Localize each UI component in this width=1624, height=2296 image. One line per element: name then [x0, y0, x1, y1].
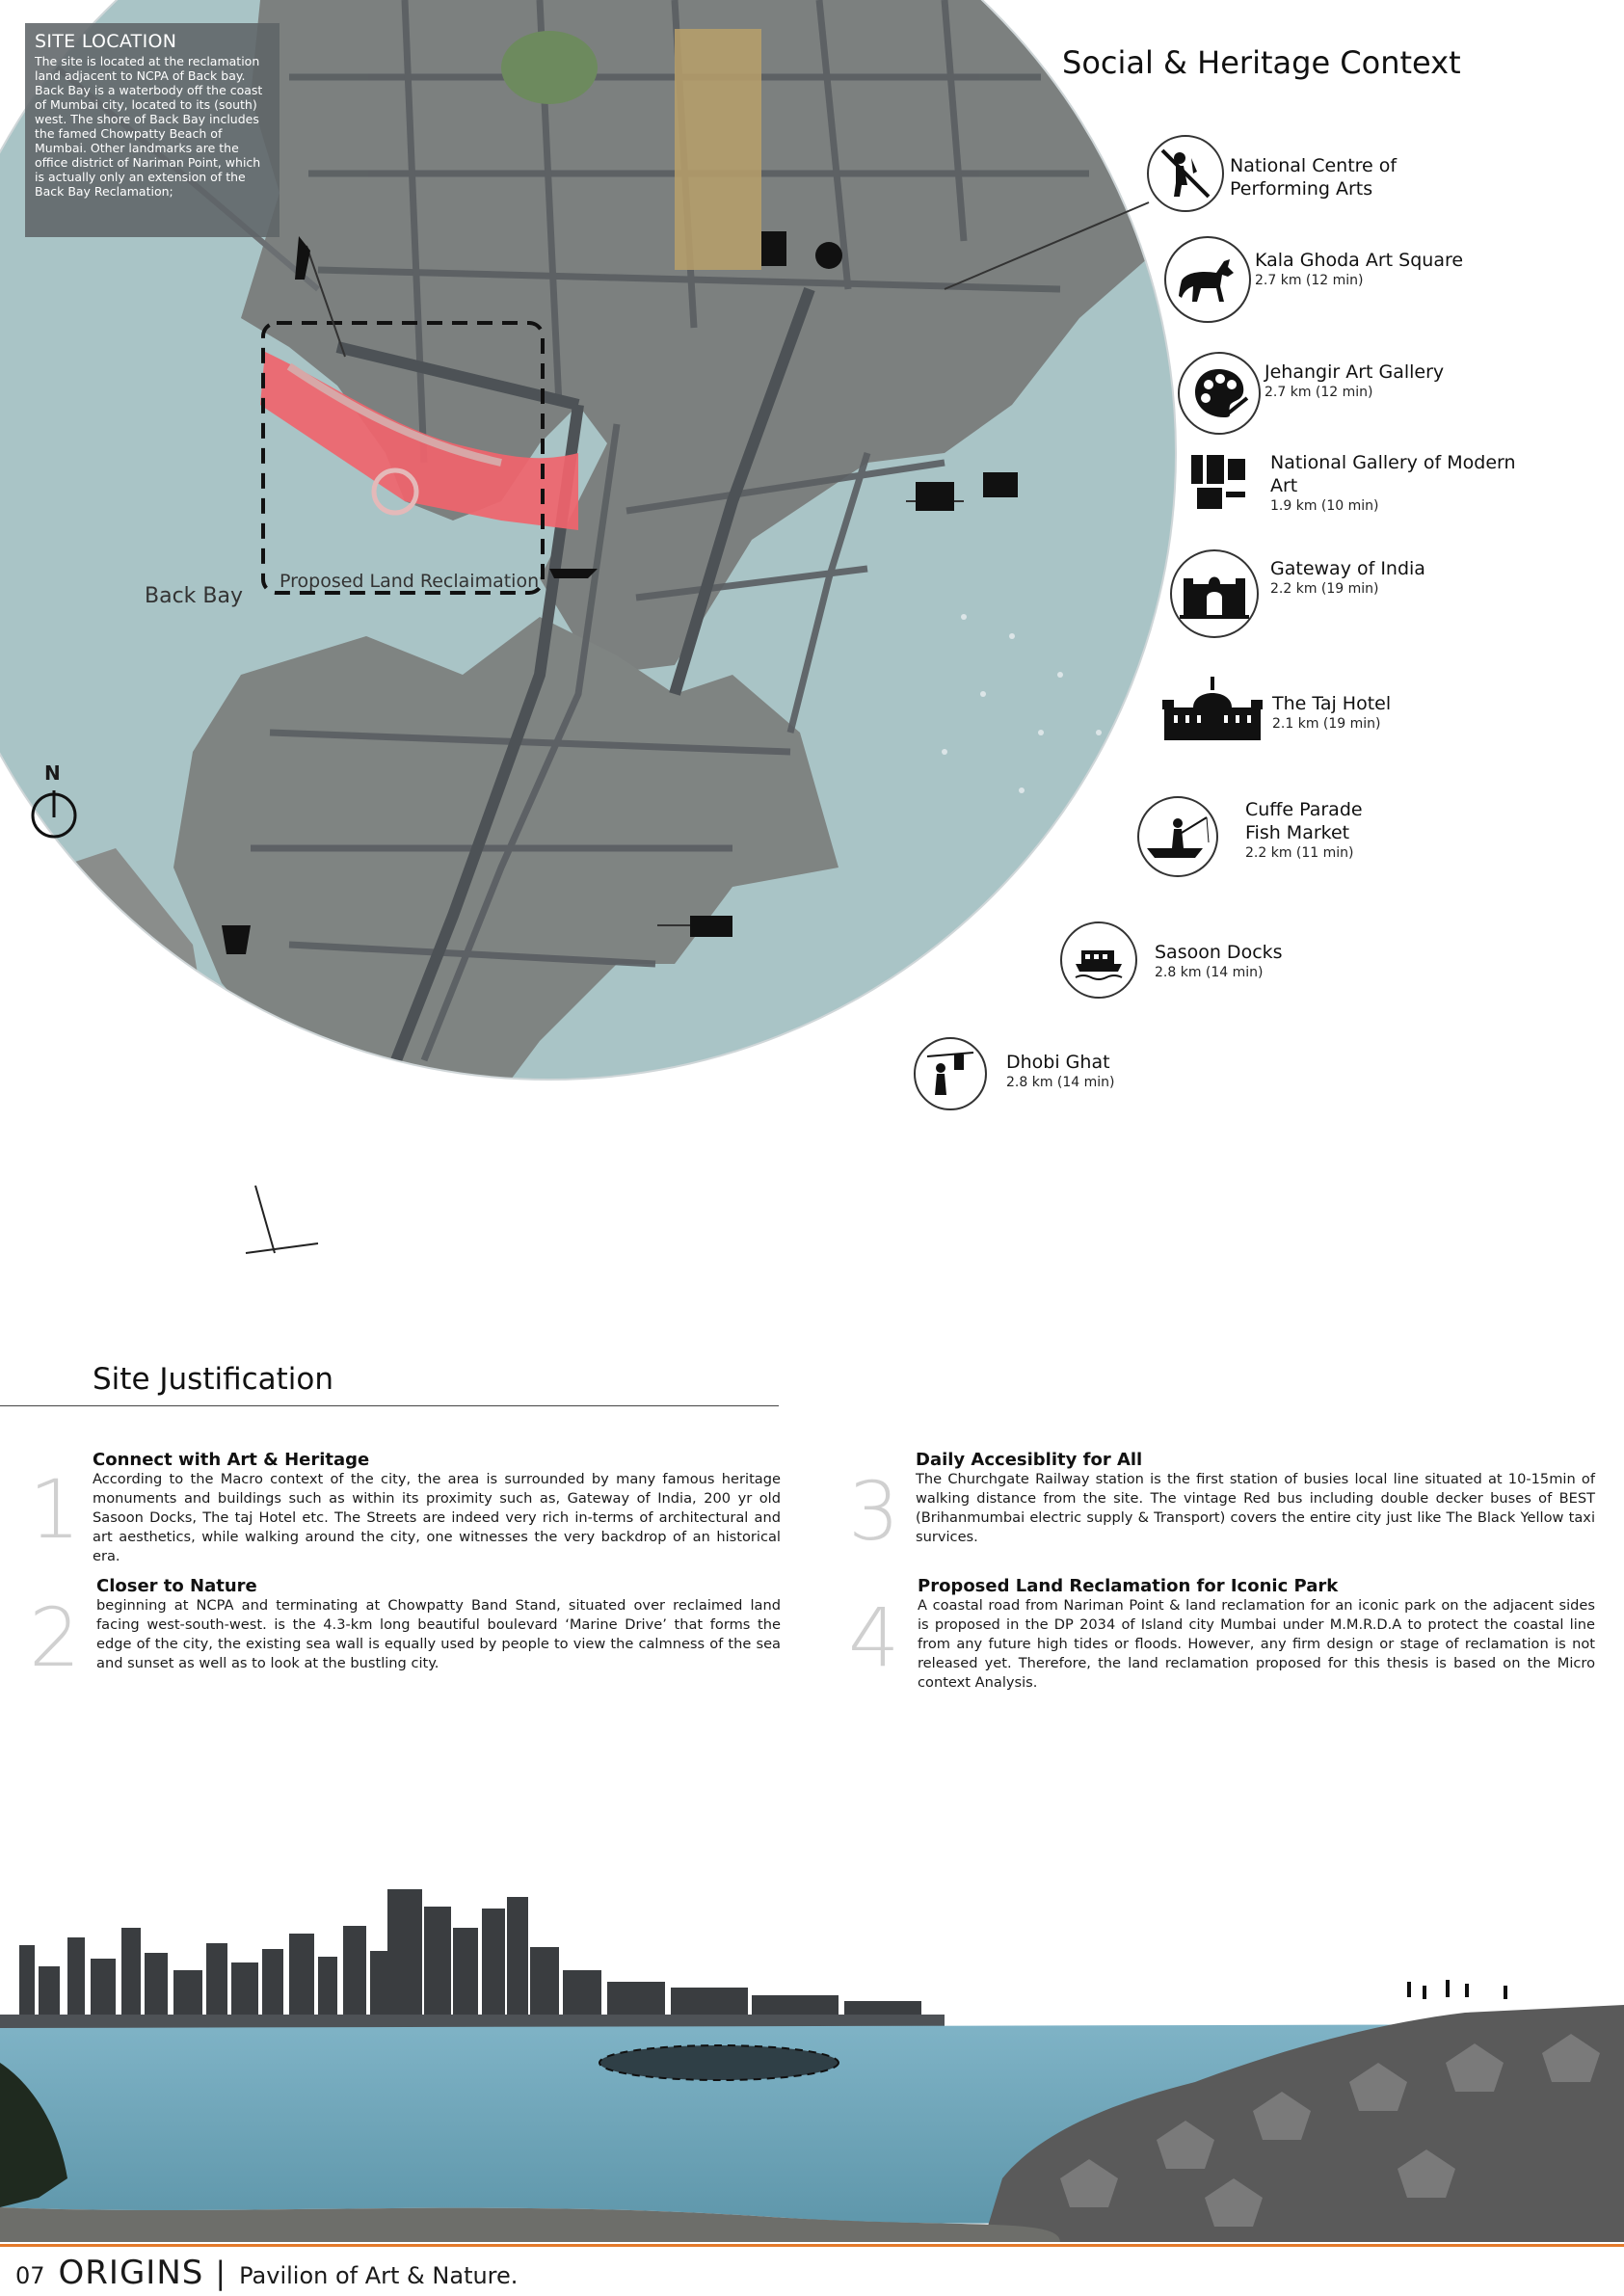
justification-item-2	[29, 1576, 781, 1685]
context-item-distance: 2.1 km (19 min)	[1272, 716, 1381, 732]
ngma-logo-icon	[1187, 449, 1249, 513]
justification-text: beginning at NCPA and terminating at Chowpatty Band Stand, situated over reclaimed land facing west-south-west. is the 4.3-km long beautiful boulevard ‘Marine Drive’ that forms the edge of the city, the existing sea wall is equally used by people to view the calmness of the sea and sunset as well as to look at the bustling city.	[96, 1597, 781, 1671]
justification-number: 3	[848, 1464, 900, 1559]
marine-drive-panorama	[0, 1889, 1624, 2242]
north-label: N	[44, 761, 61, 785]
justification-item-4	[848, 1576, 1595, 1693]
context-item-name: Jehangir Art Gallery	[1265, 361, 1445, 383]
shoreline	[0, 2015, 945, 2028]
site-justification-title: Site Justification	[93, 1362, 334, 1397]
title-divider	[0, 1405, 779, 1406]
north-arrow	[25, 761, 83, 848]
context-item-sasoon	[1155, 941, 1405, 981]
fishing-boat-icon	[1137, 796, 1218, 877]
performing-arts-icon	[1147, 135, 1224, 212]
ferry-icon	[1060, 921, 1137, 999]
justification-item-3	[848, 1450, 1595, 1559]
context-item-gateway	[1270, 557, 1521, 598]
justification-heading: Closer to Nature	[96, 1576, 257, 1596]
context-item-dhobi-ghat	[1006, 1051, 1257, 1091]
page-number: 07	[15, 2262, 45, 2289]
oval-maidan	[675, 29, 761, 270]
context-item-name: Gateway of India	[1270, 558, 1425, 579]
context-item-distance: 2.2 km (19 min)	[1270, 581, 1379, 597]
context-item-distance: 2.8 km (14 min)	[1155, 965, 1264, 980]
context-item-distance: 1.9 km (10 min)	[1270, 498, 1379, 514]
proposed-pavilion-outline	[599, 2045, 839, 2080]
laundry-icon	[914, 1037, 987, 1110]
site-location-box	[25, 23, 280, 237]
context-item-jehangir	[1265, 360, 1515, 401]
justification-number: 1	[29, 1462, 81, 1557]
taj-hotel-icon	[1160, 675, 1265, 744]
justification-heading: Daily Accesiblity for All	[916, 1450, 1143, 1470]
context-item-kala-ghoda	[1255, 249, 1505, 289]
context-item-ncpa	[1230, 154, 1480, 200]
site-location-title: SITE LOCATION	[35, 31, 177, 52]
brand-title: ORIGINS	[58, 2254, 204, 2292]
back-bay-label: Back Bay	[145, 584, 243, 608]
context-item-distance: 2.7 km (12 min)	[1265, 385, 1373, 400]
context-item-distance: 2.7 km (12 min)	[1255, 273, 1364, 288]
horse-icon	[1164, 236, 1251, 323]
justification-heading: Proposed Land Reclamation for Iconic Park	[918, 1576, 1339, 1596]
context-item-distance: 2.2 km (11 min)	[1245, 845, 1354, 861]
wankhede-stadium	[501, 31, 598, 104]
context-item-name: Sasoon Docks	[1155, 942, 1283, 963]
palette-icon	[1178, 352, 1261, 435]
context-item-taj	[1272, 692, 1523, 733]
justification-heading: Connect with Art & Heritage	[93, 1450, 370, 1470]
context-item-name: National Centre of Performing Arts	[1230, 155, 1398, 200]
footer-separator: |	[215, 2255, 226, 2291]
footer	[15, 2254, 518, 2292]
context-title: Social & Heritage Context	[1062, 44, 1461, 81]
reclamation-label: Proposed Land Reclaimation	[280, 571, 540, 592]
justification-text: According to the Macro context of the city, the area is surrounded by many famous heritage monuments and buildings such as within its proximity such as, Gateway of India, 200 yr old Sasoon Docks, The taj Hotel etc. The Streets are indeed very rich in-terms of architectural and art aesthetics, while walking around the city, one witnesses the very backdrop of an historical era.	[93, 1471, 781, 1564]
jetty	[246, 1186, 318, 1253]
justification-text: A coastal road from Nariman Point & land reclamation for an iconic park on the adjacent sides is proposed in the DP 2034 of Island city Mumbai under M.M.R.D.A to protect the coastal line from any future high tides or floods. However, any firm design or stage of reclamation is not released yet. Therefore, the land reclamation proposed for this thesis is based on the Micro context Analysis.	[918, 1597, 1595, 1691]
site-location-text: The site is located at the reclamation land adjacent to NCPA of Back bay. Back Bay is a waterbody off the coast of Mumbai city, located to its (south) west. The shore of Back Bay includes the famed Chowpatty Beach of Mumbai. Other landmarks are the office district of Nariman Point, which is actually only an extension of the Back Bay Reclamation;	[35, 54, 263, 199]
context-item-ngma	[1270, 451, 1521, 515]
footer-subtitle: Pavilion of Art & Nature.	[239, 2262, 519, 2289]
context-item-name: The Taj Hotel	[1272, 693, 1392, 714]
context-item-name: National Gallery of Modern Art	[1270, 452, 1516, 496]
north-arrow-icon	[25, 787, 83, 844]
context-item-distance: 2.8 km (14 min)	[1006, 1075, 1115, 1090]
justification-number: 4	[848, 1590, 900, 1685]
context-item-name: Dhobi Ghat	[1006, 1052, 1110, 1073]
footer-accent-line	[0, 2244, 1624, 2247]
context-item-name: Cuffe Parade Fish Market	[1245, 799, 1363, 843]
context-item-name: Kala Ghoda Art Square	[1255, 250, 1464, 271]
context-item-fish-market	[1245, 798, 1496, 862]
justification-item-1	[29, 1450, 781, 1566]
justification-text: The Churchgate Railway station is the first station of busies local line situated at 10-15min of walking distance from the site. The vintage Red bus including double decker buses of BEST (Brihanmumbai electric supply & Transport) covers the entire city just like The Black Yellow taxi survices.	[916, 1471, 1595, 1545]
justification-number: 2	[29, 1590, 81, 1685]
gateway-icon	[1170, 549, 1259, 638]
